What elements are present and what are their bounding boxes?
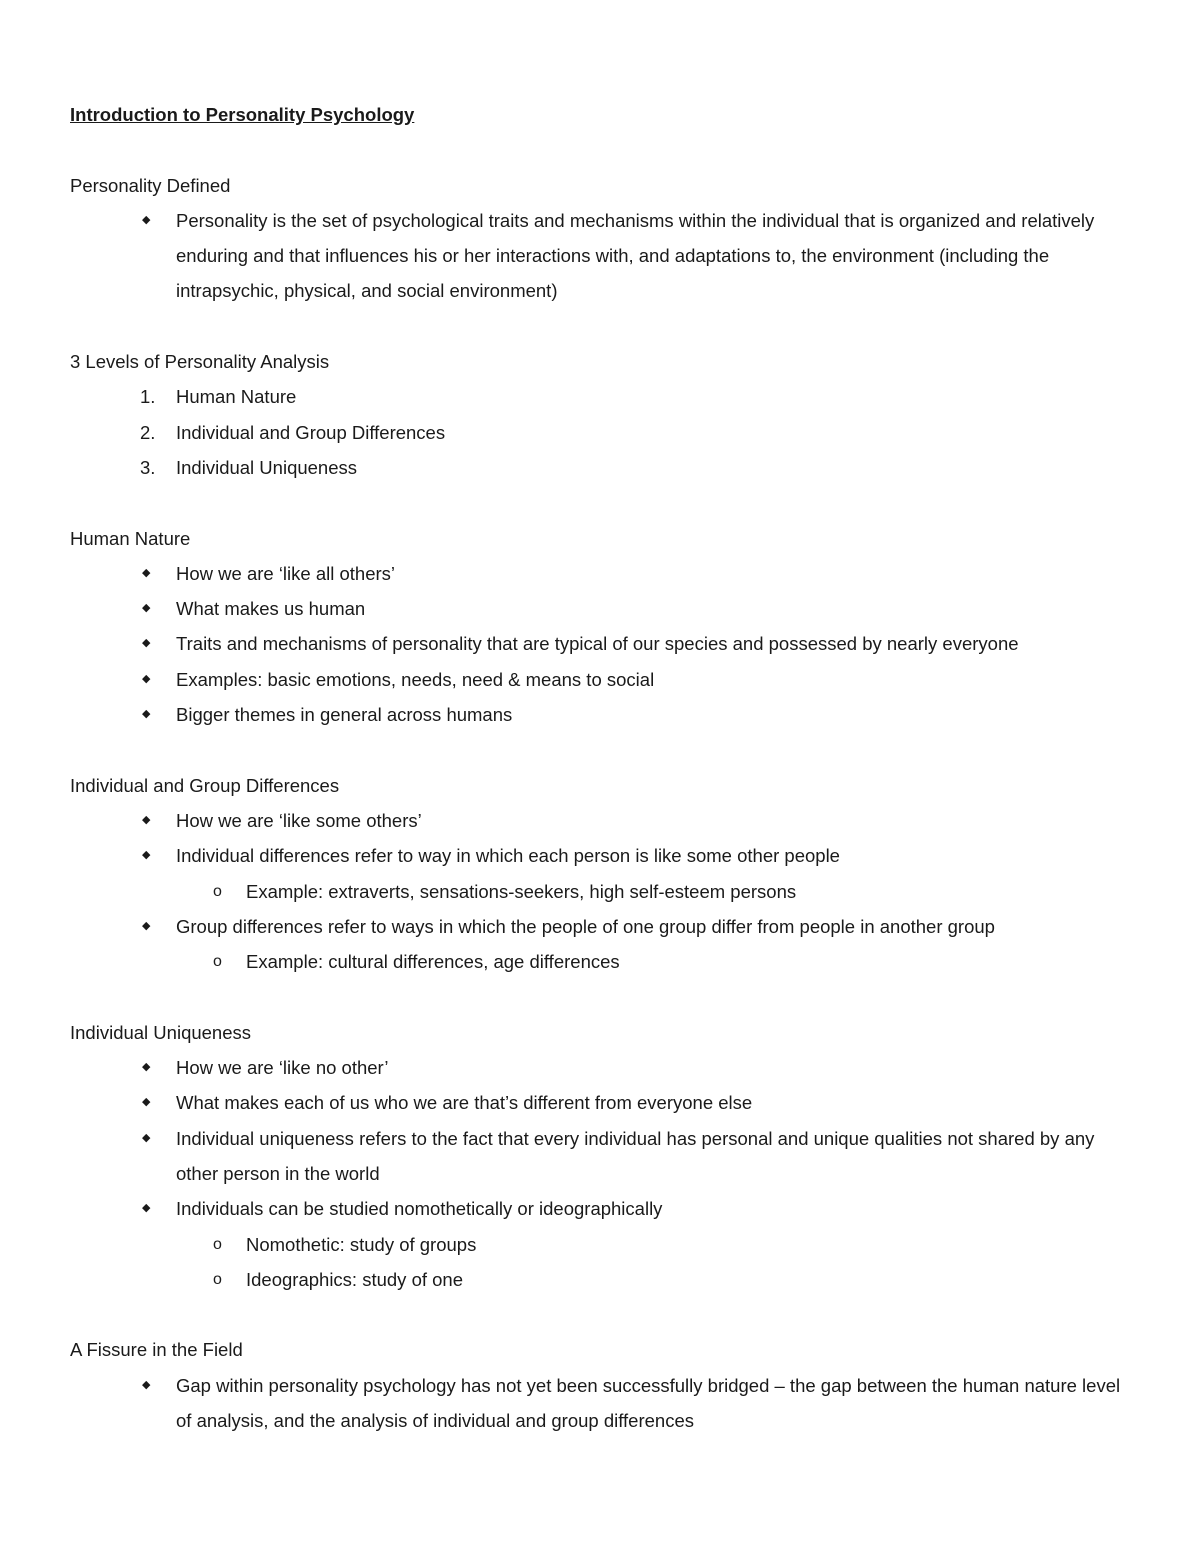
list-item xyxy=(70,1085,1130,1120)
section-heading: Individual Uniqueness xyxy=(70,1021,252,1043)
list-number: 2. xyxy=(140,421,156,443)
section-individual-uniqueness xyxy=(70,1015,1130,1297)
sub-list-item-text: Nomothetic: study of groups xyxy=(246,1233,477,1255)
circle-bullet-icon: o xyxy=(213,882,222,900)
bullet-list xyxy=(70,556,1130,732)
list-item xyxy=(70,1368,1130,1439)
section-levels-of-analysis xyxy=(70,344,1130,485)
diamond-bullet-icon: ◆ xyxy=(142,849,151,862)
list-item-text: What makes each of us who we are that’s different from everyone else xyxy=(176,1092,753,1114)
bullet-list xyxy=(70,203,1130,309)
list-item-text: Individuals can be studied nomothetically or ideographically xyxy=(176,1198,663,1220)
list-item-text: Personality is the set of psychological traits and mechanisms within the individual that is organized and relatively enduring and that influences his or her interactions with, and adaptations to, the environment (including the intrapsychic, physical, and social environment) xyxy=(176,209,1095,302)
sub-list-item xyxy=(70,1262,1130,1297)
list-item xyxy=(70,556,1130,591)
list-item xyxy=(70,697,1130,732)
numbered-item xyxy=(70,379,1130,414)
list-item xyxy=(70,909,1130,944)
list-item xyxy=(70,803,1130,838)
section-heading: A Fissure in the Field xyxy=(70,1339,243,1361)
bullet-list xyxy=(70,1368,1130,1439)
list-item-text: Human Nature xyxy=(176,386,297,408)
sub-list-item xyxy=(70,874,1130,909)
numbered-item xyxy=(70,415,1130,450)
list-item xyxy=(70,1121,1130,1192)
list-item xyxy=(70,1050,1130,1085)
diamond-bullet-icon: ◆ xyxy=(142,708,151,721)
diamond-bullet-icon: ◆ xyxy=(142,813,151,826)
circle-bullet-icon: o xyxy=(213,1235,222,1253)
diamond-bullet-icon: ◆ xyxy=(142,213,151,226)
list-item-text: Individual Uniqueness xyxy=(176,456,358,478)
sub-list-item xyxy=(70,1227,1130,1262)
diamond-bullet-icon: ◆ xyxy=(142,566,151,579)
circle-bullet-icon: o xyxy=(213,953,222,971)
list-item-text: How we are ‘like no other’ xyxy=(176,1057,389,1079)
sub-list-item-text: Example: cultural differences, age differences xyxy=(246,951,620,973)
sub-list-item-text: Ideographics: study of one xyxy=(246,1268,464,1290)
circle-bullet-icon: o xyxy=(213,1270,222,1288)
diamond-bullet-icon: ◆ xyxy=(142,919,151,932)
list-item-text: Individual differences refer to way in which each person is like some other people xyxy=(176,845,840,867)
list-item-text: Examples: basic emotions, needs, need & means to social xyxy=(176,668,655,690)
section-individual-group-differences xyxy=(70,768,1130,980)
list-item-text: Individual uniqueness refers to the fact that every individual has personal and unique qualities not shared by any other person in the world xyxy=(176,1127,1095,1184)
section-heading: 3 Levels of Personality Analysis xyxy=(70,351,330,373)
numbered-item xyxy=(70,450,1130,485)
document-body xyxy=(70,97,1130,1474)
diamond-bullet-icon: ◆ xyxy=(142,672,151,685)
section-fissure-in-the-field xyxy=(70,1332,1130,1438)
list-item-text: Bigger themes in general across humans xyxy=(176,704,513,726)
sub-list-item-text: Example: extraverts, sensations-seekers, high self-esteem persons xyxy=(246,880,797,902)
section-human-nature xyxy=(70,521,1130,733)
list-item xyxy=(70,203,1130,309)
list-item xyxy=(70,591,1130,626)
list-item-text: How we are ‘like some others’ xyxy=(176,809,422,831)
section-personality-defined xyxy=(70,168,1130,309)
list-number: 1. xyxy=(140,386,156,408)
list-item xyxy=(70,838,1130,873)
diamond-bullet-icon: ◆ xyxy=(142,1096,151,1109)
bullet-list xyxy=(70,803,1130,979)
list-item xyxy=(70,1191,1130,1226)
bullet-list xyxy=(70,1050,1130,1297)
diamond-bullet-icon: ◆ xyxy=(142,1202,151,1215)
diamond-bullet-icon: ◆ xyxy=(142,602,151,615)
list-item-text: Traits and mechanisms of personality that are typical of our species and possessed by nearly everyone xyxy=(176,633,1019,655)
list-item-text: Gap within personality psychology has not yet been successfully bridged – the gap between the human nature level of analysis, and the analysis of individual and group differences xyxy=(176,1374,1121,1431)
section-heading: Personality Defined xyxy=(70,174,231,196)
section-heading: Human Nature xyxy=(70,527,191,549)
list-item-text: Individual and Group Differences xyxy=(176,421,446,443)
diamond-bullet-icon: ◆ xyxy=(142,1061,151,1074)
list-item-text: How we are ‘like all others’ xyxy=(176,562,396,584)
list-item xyxy=(70,662,1130,697)
section-heading: Individual and Group Differences xyxy=(70,774,340,796)
diamond-bullet-icon: ◆ xyxy=(142,637,151,650)
diamond-bullet-icon: ◆ xyxy=(142,1131,151,1144)
list-item-text: Group differences refer to ways in which the people of one group differ from people in another group xyxy=(176,915,995,937)
page-title: Introduction to Personality Psychology xyxy=(70,104,415,125)
numbered-list xyxy=(70,379,1130,485)
diamond-bullet-icon: ◆ xyxy=(142,1378,151,1391)
list-item-text: What makes us human xyxy=(176,598,366,620)
sub-list-item xyxy=(70,944,1130,979)
list-item xyxy=(70,626,1130,661)
list-number: 3. xyxy=(140,456,156,478)
